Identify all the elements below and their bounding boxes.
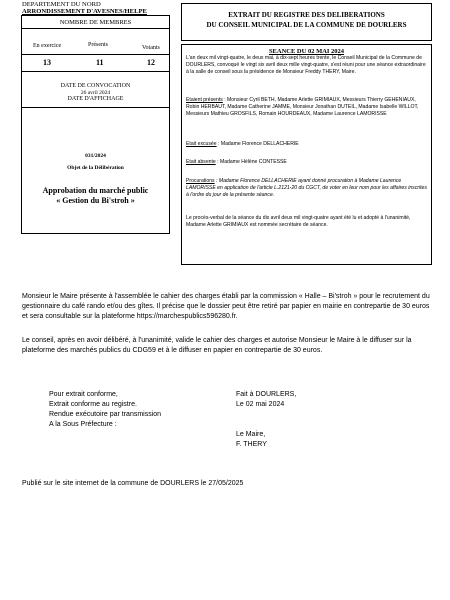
signature-left-line-1: Pour extrait conforme,	[49, 391, 118, 398]
deliberation-title-line1: Approbation du marché public	[42, 186, 149, 195]
department-label: DEPARTEMENT DU NORD	[22, 1, 101, 8]
session-title: SEANCE DU 02 MAI 2024	[268, 48, 345, 55]
members-present-label: Présents	[88, 42, 108, 48]
signature-left-line-3: Rendue exécutoire par transmission	[49, 411, 162, 418]
session-absente	[186, 159, 427, 166]
members-voting-label: Votants	[142, 45, 160, 51]
presents-text: : Monsieur Cyril BETH, Madame Arlette GRIMIAUX, Messieurs Thierry GEHENIAUX, Robin HERBAUT, Madame Catherine JAMME, Monsieur Jonathan DUTEIL, Madame Isabelle WILLOT, Messieurs Mathieu GROSFILS, Romain HOURDEAUX, Madame Laurence LAMORISSE	[186, 97, 419, 117]
members-present-value: 11	[96, 58, 104, 67]
signature-title: Le Maire,	[236, 431, 266, 438]
session-box	[181, 44, 432, 265]
signature-right	[236, 390, 296, 450]
session-pv: Le procès-verbal de la séance du dix avril deux mil vingt-quatre ayant été lu et adopté à l'unanimité, Madame Arlette GRIMIAUX est nommée secrétaire de séance.	[186, 215, 411, 228]
session-presents	[186, 97, 427, 118]
deliberation-object-label: Objet de la Délibération	[67, 165, 124, 171]
register-box	[181, 3, 432, 41]
members-in-office-value: 13	[43, 58, 51, 67]
convocation-label: DATE DE CONVOCATION	[60, 83, 131, 89]
presents-label: Etaient présents	[186, 97, 223, 103]
absente-text: : Madame Hélène CONTESSE	[215, 159, 287, 165]
publication-note: Publié sur le site internet de la commune de DOURLERS le 27/05/2025	[22, 480, 244, 487]
register-title-line1: EXTRAIT DU REGISTRE DES DELIBERATIONS	[228, 11, 385, 19]
convocation-date: 26 avril 2024	[80, 90, 111, 96]
members-in-office-label: En exercice	[33, 43, 62, 49]
procurations-label: Procurations	[186, 178, 215, 184]
absente-label: Etait absente	[186, 159, 216, 165]
excusee-label: Etait excusée	[186, 141, 217, 147]
procurations-text: : Madame Florence DELLACHERIE ayant donné procuration à Madame Laurence LAMORISSE en application de l'article L.2121-20 du CGCT, de voter en leur nom pour les affaires inscrites à l'ordre du jour de la présente séance.	[186, 178, 427, 198]
session-intro: L'an deux mil vingt-quatre, le deux mai, à dix-sept heures trente, le Conseil Municipal de la Commune de DOURLERS, convoqué le vingt six avril deux mille vingt-quatre, s'est réuni pour une séance extraordinaire à la salle de conseil sous la présidence de Monsieur Freddy THERY, Maire.	[186, 55, 426, 75]
excusee-text: : Madame Florence DELLACHERIE	[216, 141, 299, 147]
register-title-line2: DU CONSEIL MUNICIPAL DE LA COMMUNE DE DOURLERS	[206, 21, 407, 29]
session-procurations	[186, 178, 427, 199]
signature-date: Le 02 mai 2024	[236, 401, 285, 408]
signature-place: Fait à DOURLERS,	[236, 391, 297, 398]
signature-left-line-2: Extrait conforme au registre.	[49, 401, 137, 408]
body-paragraph-2: Le conseil, après en avoir délibéré, à l'unanimité, valide le cahier des charges et autorise Monsieur le Maire à le diffuser sur la plateforme des marchés publics du CDG59 et à le diffuser en papier en contrepartie de 30 euros.	[22, 337, 412, 354]
body-paragraph-1: Monsieur le Maire présente à l'assemblée le cahier des charges établi par la commission « Halle – Bi'stroh » pour le recrutement du gestionnaire du café rando et/ou des gîtes. Il précise que le dossier peut être retiré par papier en mairie en contrepartie de 30 euros et sera consultable sur la plateforme https://marchespublics596280.fr.	[22, 293, 430, 320]
members-voting-value: 12	[147, 58, 155, 67]
session-excusee	[186, 141, 427, 148]
deliberation-title-line2: « Gestion du Bi'stroh »	[56, 196, 135, 205]
signature-name: F. THERY	[236, 441, 267, 448]
affichage-label: DATE D'AFFICHAGE	[67, 96, 124, 102]
signature-left	[49, 390, 161, 430]
deliberation-number: 031/2024	[85, 153, 106, 159]
members-box	[21, 15, 170, 234]
signature-left-line-4: A la Sous Préfecture :	[49, 421, 117, 428]
arrondissement-label: ARRONDISSEMENT D'AVESNES/HELPE	[22, 8, 147, 15]
members-title: NOMBRE DE MEMBRES	[22, 18, 169, 29]
